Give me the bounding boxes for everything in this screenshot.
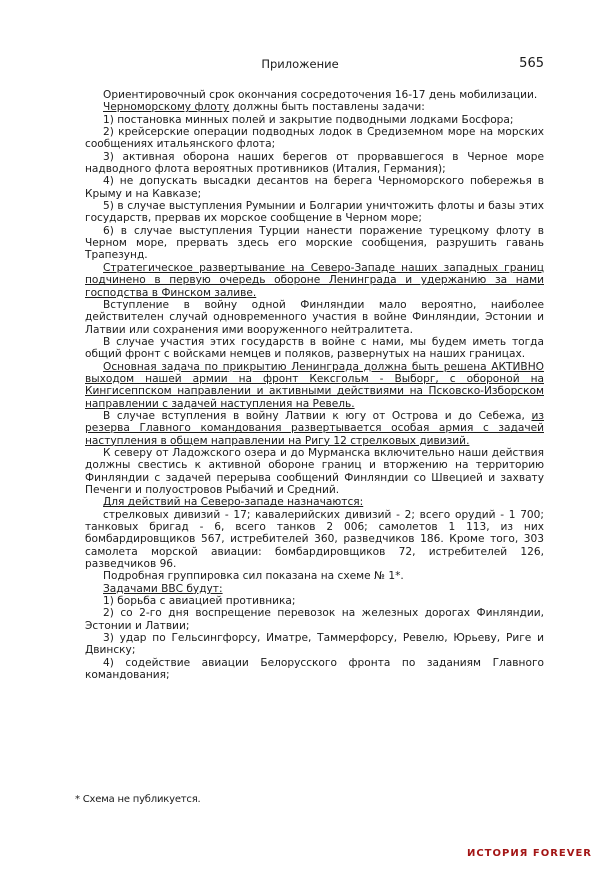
air-task-3: 3) удар по Гельсингфорсу, Иматре, Таммерфорсу, Ревелю, Юрьеву, Риге и Двинску; xyxy=(85,632,544,657)
paragraph-black-sea-fleet-heading xyxy=(85,101,544,113)
running-title: Приложение xyxy=(261,57,339,71)
paragraph-leningrad-cover: Основная задача по прикрытию Ленинграда должна быть решена АКТИВНО выходом нашей армии на фронт Кексгольм - Выборг, с обороной на Кингисеппском направлении и активными действиями на Псковско-Изборском направлении с задачей наступления на Ревель. xyxy=(85,360,544,410)
paragraph-forces-list: стрелковых дивизий - 17; кавалерийских дивизий - 2; всего орудий - 1 700; танковых бригад - 6, всего танков 2 006; самолетов 1 113, из них бомбардировщиков 567, истребителей 360, разведчиков 186. Кроме того, 303 самолета морской авиации: бомбардировщиков 72, истребителей 126, разведчиков 96. xyxy=(85,508,544,571)
air-task-2: 2) со 2-го дня воспрещение перевозок на железных дорогах Финляндии, Эстонии и Латвии; xyxy=(85,607,544,632)
fleet-task-4: 4) не допускать высадки десантов на берега Черноморского побережья в Крыму и на Кавказе; xyxy=(85,175,544,200)
fleet-task-5: 5) в случае выступления Румынии и Болгарии уничтожить флоты и базы этих государств, прервав их морское сообщение в Черном море; xyxy=(85,200,544,225)
paragraph-latvia-entry xyxy=(85,410,544,447)
paragraph-air-force-heading: Задачами ВВС будут: xyxy=(103,582,223,595)
fleet-task-1: 1) постановка минных полей и закрытие подводными лодками Босфора; xyxy=(103,113,514,126)
page-number: 565 xyxy=(519,56,544,71)
document-body xyxy=(85,89,544,682)
fleet-task-6: 6) в случае выступления Турции нанести поражение турецкому флоту в Черном море, прервать здесь его морские сообщения, разрушить гавань Трапезунд. xyxy=(85,224,544,262)
paragraph-concentration-deadline: Ориентировочный срок окончания сосредоточения 16-17 день мобилизации. xyxy=(103,89,538,101)
latvia-entry-text: В случае вступления в войну Латвии к югу от Острова и до Себежа, xyxy=(103,409,532,422)
paragraph-northwest-deployment: Стратегическое развертывание на Северо-Западе наших западных границ подчинено в первую очередь обороне Ленинграда и удержанию за нами господства в Финском заливе. xyxy=(85,261,544,299)
paragraph-finland-entry: Вступление в войну одной Финляндии мало вероятно, наиболее действителен случай одновременного участия в войне Финляндии, Эстонии и Латвии или сохранения ими вооруженного нейтралитета. xyxy=(85,298,544,336)
fleet-task-3: 3) активная оборона наших берегов от прорвавшегося в Черное море надводного флота вероятных противников (Италия, Германия); xyxy=(85,150,544,176)
paragraph-north-of-ladoga: К северу от Ладожского озера и до Мурманска включительно наши действия должны свестись к активной обороне границ и вторжению на территорию Финляндии с задачей перерыва сообщений Финляндии со Швецией и захвату Печенги и полуостровов Рыбачий и Средний. xyxy=(85,446,544,496)
fleet-task-2: 2) крейсерские операции подводных лодок в Средиземном море на морских сообщениях итальянского флота; xyxy=(85,126,544,151)
footnote: * Схема не публикуется. xyxy=(75,794,201,805)
paragraph-scheme-reference: Подробная группировка сил показана на схеме № 1*. xyxy=(103,570,404,583)
page-header xyxy=(0,55,600,73)
black-sea-fleet-label: Черноморскому флоту xyxy=(103,101,230,114)
latvia-entry-underlined: из резерва Главного командования развертывается особая армия с задачей наступления в общем направлении на Ригу 12 стрелковых дивизий. xyxy=(85,409,544,447)
paragraph-northwest-forces-heading: Для действий на Северо-западе назначаются: xyxy=(103,496,364,509)
watermark: ИСТОРИЯ FOREVER xyxy=(466,848,592,859)
air-task-4: 4) содействие авиации Белорусского фронта по заданиям Главного командования; xyxy=(85,656,544,682)
black-sea-fleet-heading-rest: должны быть поставлены задачи: xyxy=(229,101,425,114)
air-task-1: 1) борьба с авиацией противника; xyxy=(103,595,296,608)
paragraph-common-front: В случае участия этих государств в войне с нами, мы будем иметь тогда общий фронт с войсками немцев и поляков, развернутых на наших границах. xyxy=(85,335,544,361)
